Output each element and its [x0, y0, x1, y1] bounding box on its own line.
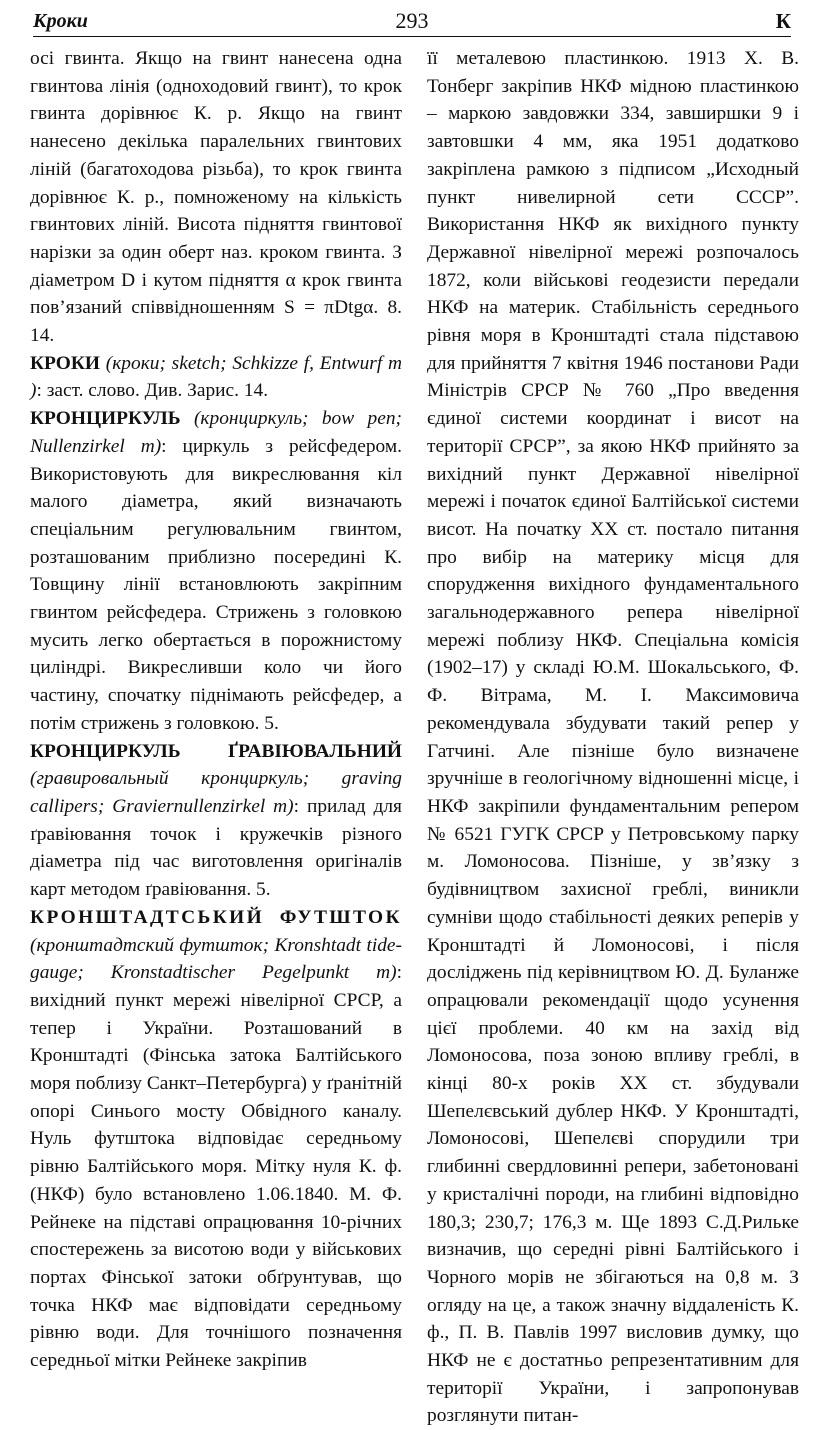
dictionary-entry-krontsyrkul [30, 405, 402, 737]
entry-term: КРОНЦИРКУЛЬ ҐРАВІЮВАЛЬНИЙ [30, 740, 402, 762]
continued-paragraph: осі гвинта. Якщо на гвинт нанесена одна гвинтова лінія (одноходовий гвинт), то крок гвинта дорівнює К. р. Якщо на гвинт нанесено декілька паралельних гвинтових ліній (багатоходова різьба), то крок гвинта дорівнює К. р., помноженому на кількість гвинтових ліній. Висота підняття гвинтової нарізки за один оберт наз. кроком гвинта. З діаметром D і кутом підняття α крок гвинта пов’язаний співвідношенням S = πDtgα. 8. 14. [30, 48, 402, 347]
entry-gloss: (гравировальный кронциркуль; graving callipers; Graviernullenzirkel m) [30, 768, 402, 817]
left-column [30, 45, 402, 1375]
right-column-text: її металевою пластинкою. 1913 Х. В. Тонберг закріпив НКФ мідною пластинкою – маркою завдовжки 334, завширшки 9 і завтовшки 4 мм, яка 1951 додатково закріплена рамкою з підписом „Исходный пункт нивелирной сети СССР”. Використання НКФ як вихідного пункту Державної нівелірної мережі розпочалось 1872, коли військові геодезисти передали НКФ на материк. Стабільність середнього рівня моря в Кронштадті стала підставою для прийняття 7 квітня 1946 постанови Ради Міністрів СРСР № 760 „Про введення єдиної системи координат і висот на території СРСР”, за якою НКФ прийнято за вихідний пункт Державної нівелірної мережі і початок єдиної Балтійської системи висот. На початку ХХ ст. постало питання про вибір на материку місця для спорудження вихідного фундаментального загальнодержавного репера нівелірної мережі поблизу НКФ. Спеціальна комісія (1902–17) у складі Ю.М. Шокальського, Ф. Ф. Вітрама, М. І. Максимовича рекомендувала збудувати такий репер у Гатчині. Але пізніше було визначене зручніше в геологічному відношенні місце, і НКФ закріпили фундаментальним репером № 6521 ГУГК СРСР у Петровському парку м. Ломоносова. Пізніше, у зв’язку з будівництвом захисної греблі, виникли сумніви щодо стабільності деяких реперів у Кронштадті й Ломоносові, і після досліджень під керівництвом Ю. Д. Буланже опрацювали рекомендації щодо усунення цієї проблеми. 40 км на захід від Ломоносова, поза зоною впливу греблі, в кінці 80-х років ХХ ст. збудували Шепелєвський дублер НКФ. У Кронштадті, Ломоносові, Шепелєві спорудили три глибинні свердловинні репери, забетоновані у кристалічні породи, на глибині відповідно 180,3; 230,7; 176,3 м. Ще 1893 С.Д.Рильке визначив, що середні рівні Балтійського і Чорного морів не збігаються на 0,8 м. З огляду на це, а також значну віддаленість К. ф., П. В. Павлів 1997 висловив думку, що НКФ не є достатньо репрезентативним для території України, і запропонував розглянути питан- [427, 48, 799, 1427]
running-header [33, 6, 791, 37]
entry-term: КРОКИ [30, 352, 101, 374]
entry-gloss: (кронштадтский футшток; Kronshtadt tide-gauge; Kronstadtischer Pegelpunkt m) [30, 934, 402, 984]
entry-definition: : заст. слово. Див. Зарис. 14. [36, 380, 269, 402]
dictionary-entry-kroky [30, 350, 402, 405]
dictionary-entry-kronshtadtskyi-futshtok [30, 904, 402, 1375]
running-head-section: Кроки [33, 10, 88, 32]
right-column [427, 45, 799, 1430]
entry-definition: : вихідний пункт мережі нівелірної СРСР, а тепер і України. Розташований в Кронштадті (Фінська затока Балтійського моря поблизу Санкт–Петербурга) у ґранітній опорі Синього мосту Обвідного каналу. Нуль футштока відповідає середньому рівню Балтійського моря. Мітку нуля К. ф. (НКФ) було встановлено 1.06.1840. М. Ф. Рейнеке на підставі опрацювання 10-річних спостережень за висотою води у військових портах Фінської затоки обґрунтував, що точка НКФ має відповідати середньому рівню води. Для точнішого позначення середньої мітки Рейнеке закріпив [30, 962, 402, 1372]
entry-definition: : прилад для ґравіювання точок і кружечків різного діаметра під час виготовлення оригіналів карт методом ґравіювання. 5. [30, 795, 402, 901]
entry-definition: : циркуль з рейсфедером. Використовують для викреслювання кіл малого діаметра, який визначають спеціальним регулювальним гвинтом, розташованим приблизно посередині К. Товщину лінії встановлюють закріпним гвинтом рейсфедера. Стрижень з головкою мусить легко обертається в порожнистому циліндрі. Викресливши коло чи його частину, спочатку піднімають рейсфедер, а потім стрижень з головкою. 5. [30, 435, 402, 734]
entry-gloss: (кронциркуль; bow pen; Nullenzirkel m) [30, 408, 402, 457]
dictionary-entry-krontsyrkul-graviiuvalnyi [30, 738, 402, 904]
entry-term: КРОНШТАДТСЬКИЙ ФУТШТОК [30, 906, 402, 928]
running-head-letter: К [775, 9, 791, 33]
entry-gloss: (кроки; sketch; Schkizze f, Entwurf m ) [30, 352, 402, 402]
page-number: 293 [395, 8, 429, 33]
entry-term: КРОНЦИРКУЛЬ [30, 408, 181, 430]
